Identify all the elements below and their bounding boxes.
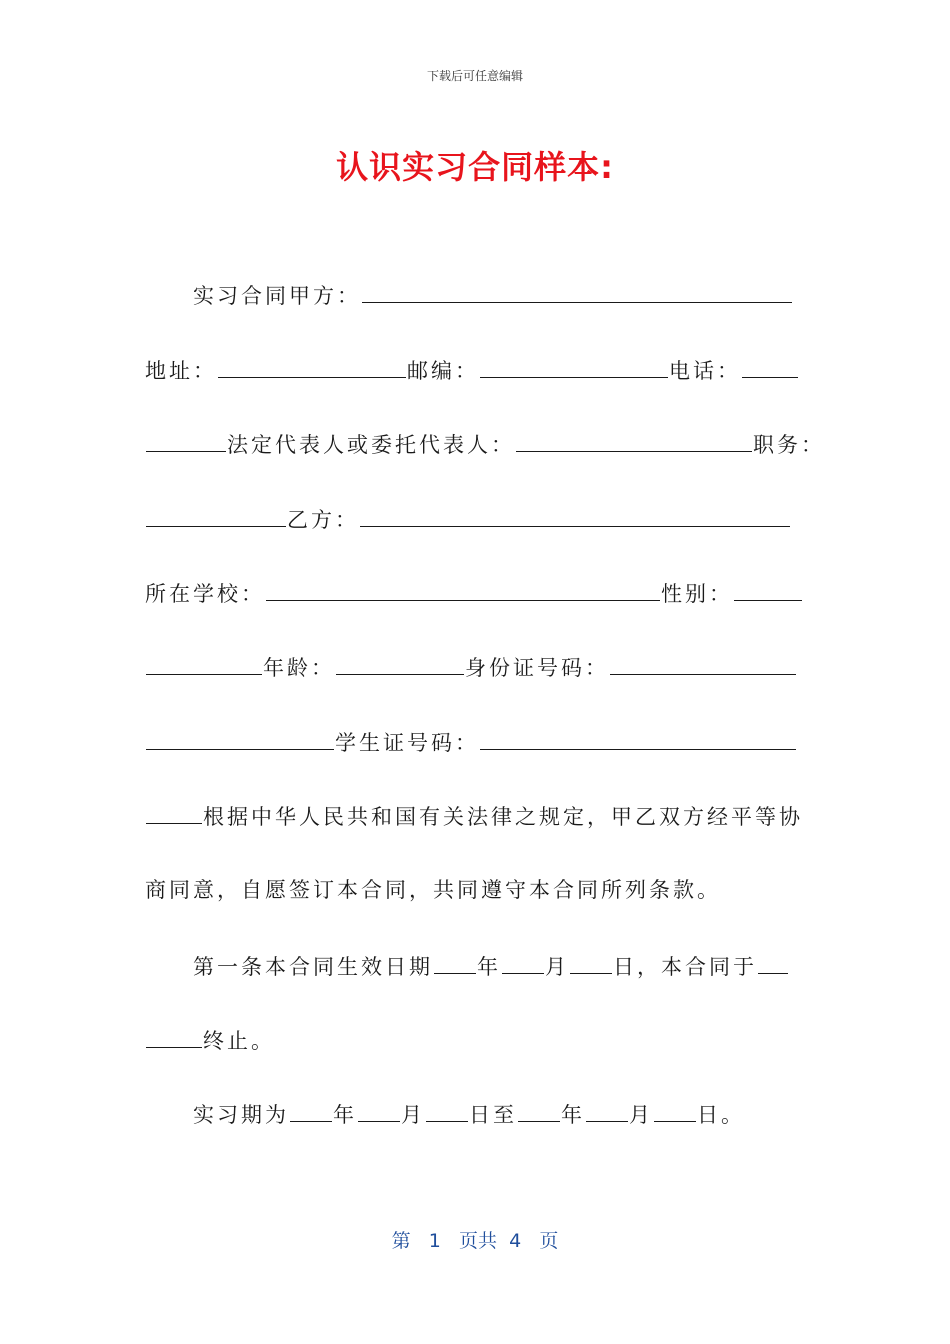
blank-postcode (480, 350, 668, 378)
blank-end-month (586, 1094, 628, 1122)
blank-party-a (362, 275, 792, 303)
text-start-day-to: 日至 (469, 1103, 517, 1127)
label-phone: 电话： (669, 359, 741, 383)
blank-end-day (654, 1094, 696, 1122)
blank-start-day (426, 1094, 468, 1122)
label-address: 地址： (145, 359, 217, 383)
text-end-year: 年 (561, 1103, 585, 1127)
blank-termination-cont (146, 1020, 202, 1048)
blank-phone-cont (146, 424, 226, 452)
header-note: 下载后可任意编辑 (426, 69, 523, 83)
text-start-month: 月 (401, 1103, 425, 1127)
blank-school (266, 573, 660, 601)
contract-line-age (145, 647, 805, 687)
contract-line-termination (145, 1020, 805, 1060)
page-suffix: 页 (539, 1230, 559, 1252)
text-end-day: 日。 (697, 1103, 745, 1127)
blank-gender-cont (146, 647, 262, 675)
label-age: 年龄： (263, 656, 335, 680)
blank-party-b (360, 499, 790, 527)
text-month: 月 (545, 955, 569, 979)
page-middle: 页共 (459, 1230, 498, 1252)
text-termination: 终止。 (203, 1029, 275, 1053)
text-start-year: 年 (333, 1103, 357, 1127)
text-end-month: 月 (629, 1103, 653, 1127)
label-school: 所在学校： (145, 582, 265, 606)
contract-line-internship-period (193, 1094, 805, 1134)
contract-line-party-b (145, 499, 805, 539)
text-agreement: 商同意，自愿签订本合同，共同遵守本合同所列条款。 (145, 878, 721, 902)
label-position: 职务： (753, 433, 825, 457)
text-period: 实习期为 (193, 1103, 289, 1127)
contract-line-school (145, 573, 805, 613)
label-party-a: 实习合同甲方： (193, 284, 361, 308)
blank-end-year (518, 1094, 560, 1122)
blank-start-month (358, 1094, 400, 1122)
label-gender: 性别： (661, 582, 733, 606)
blank-termination-date (758, 946, 788, 974)
page-footer (0, 1226, 950, 1253)
contract-line-address (145, 350, 805, 390)
label-postcode: 邮编： (407, 359, 479, 383)
contract-line-party-a (193, 275, 805, 315)
blank-id-number-cont (146, 722, 334, 750)
label-party-b: 乙方： (287, 508, 359, 532)
blank-age (336, 647, 464, 675)
label-id-number: 身份证号码： (465, 656, 609, 680)
blank-gender (734, 573, 802, 601)
page-current: 1 (428, 1230, 441, 1252)
blank-student-id (480, 722, 796, 750)
contract-line-law (145, 796, 805, 836)
page-total: 4 (509, 1230, 522, 1252)
contract-line-agreement (145, 870, 805, 910)
contract-line-student-id (145, 722, 805, 762)
blank-phone (742, 350, 798, 378)
blank-start-year (290, 1094, 332, 1122)
blank-student-id-cont (146, 796, 202, 824)
document-title: 认识实习合同样本: (336, 148, 614, 186)
text-article-one: 第一条本合同生效日期 (193, 955, 433, 979)
contract-line-representative (145, 424, 825, 464)
blank-effective-month (502, 946, 544, 974)
blank-effective-day (570, 946, 612, 974)
text-year: 年 (477, 955, 501, 979)
text-day-terminate: 日，本合同于 (613, 955, 757, 979)
label-student-id: 学生证号码： (335, 731, 479, 755)
text-law-clause: 根据中华人民共和国有关法律之规定，甲乙双方经平等协 (203, 805, 803, 829)
page-prefix: 第 (391, 1230, 411, 1252)
blank-id-number (610, 647, 796, 675)
blank-address (218, 350, 406, 378)
label-representative: 法定代表人或委托代表人： (227, 433, 515, 457)
blank-effective-year (434, 946, 476, 974)
blank-representative (516, 424, 752, 452)
contract-line-effective-date (193, 946, 805, 986)
blank-position (146, 499, 286, 527)
